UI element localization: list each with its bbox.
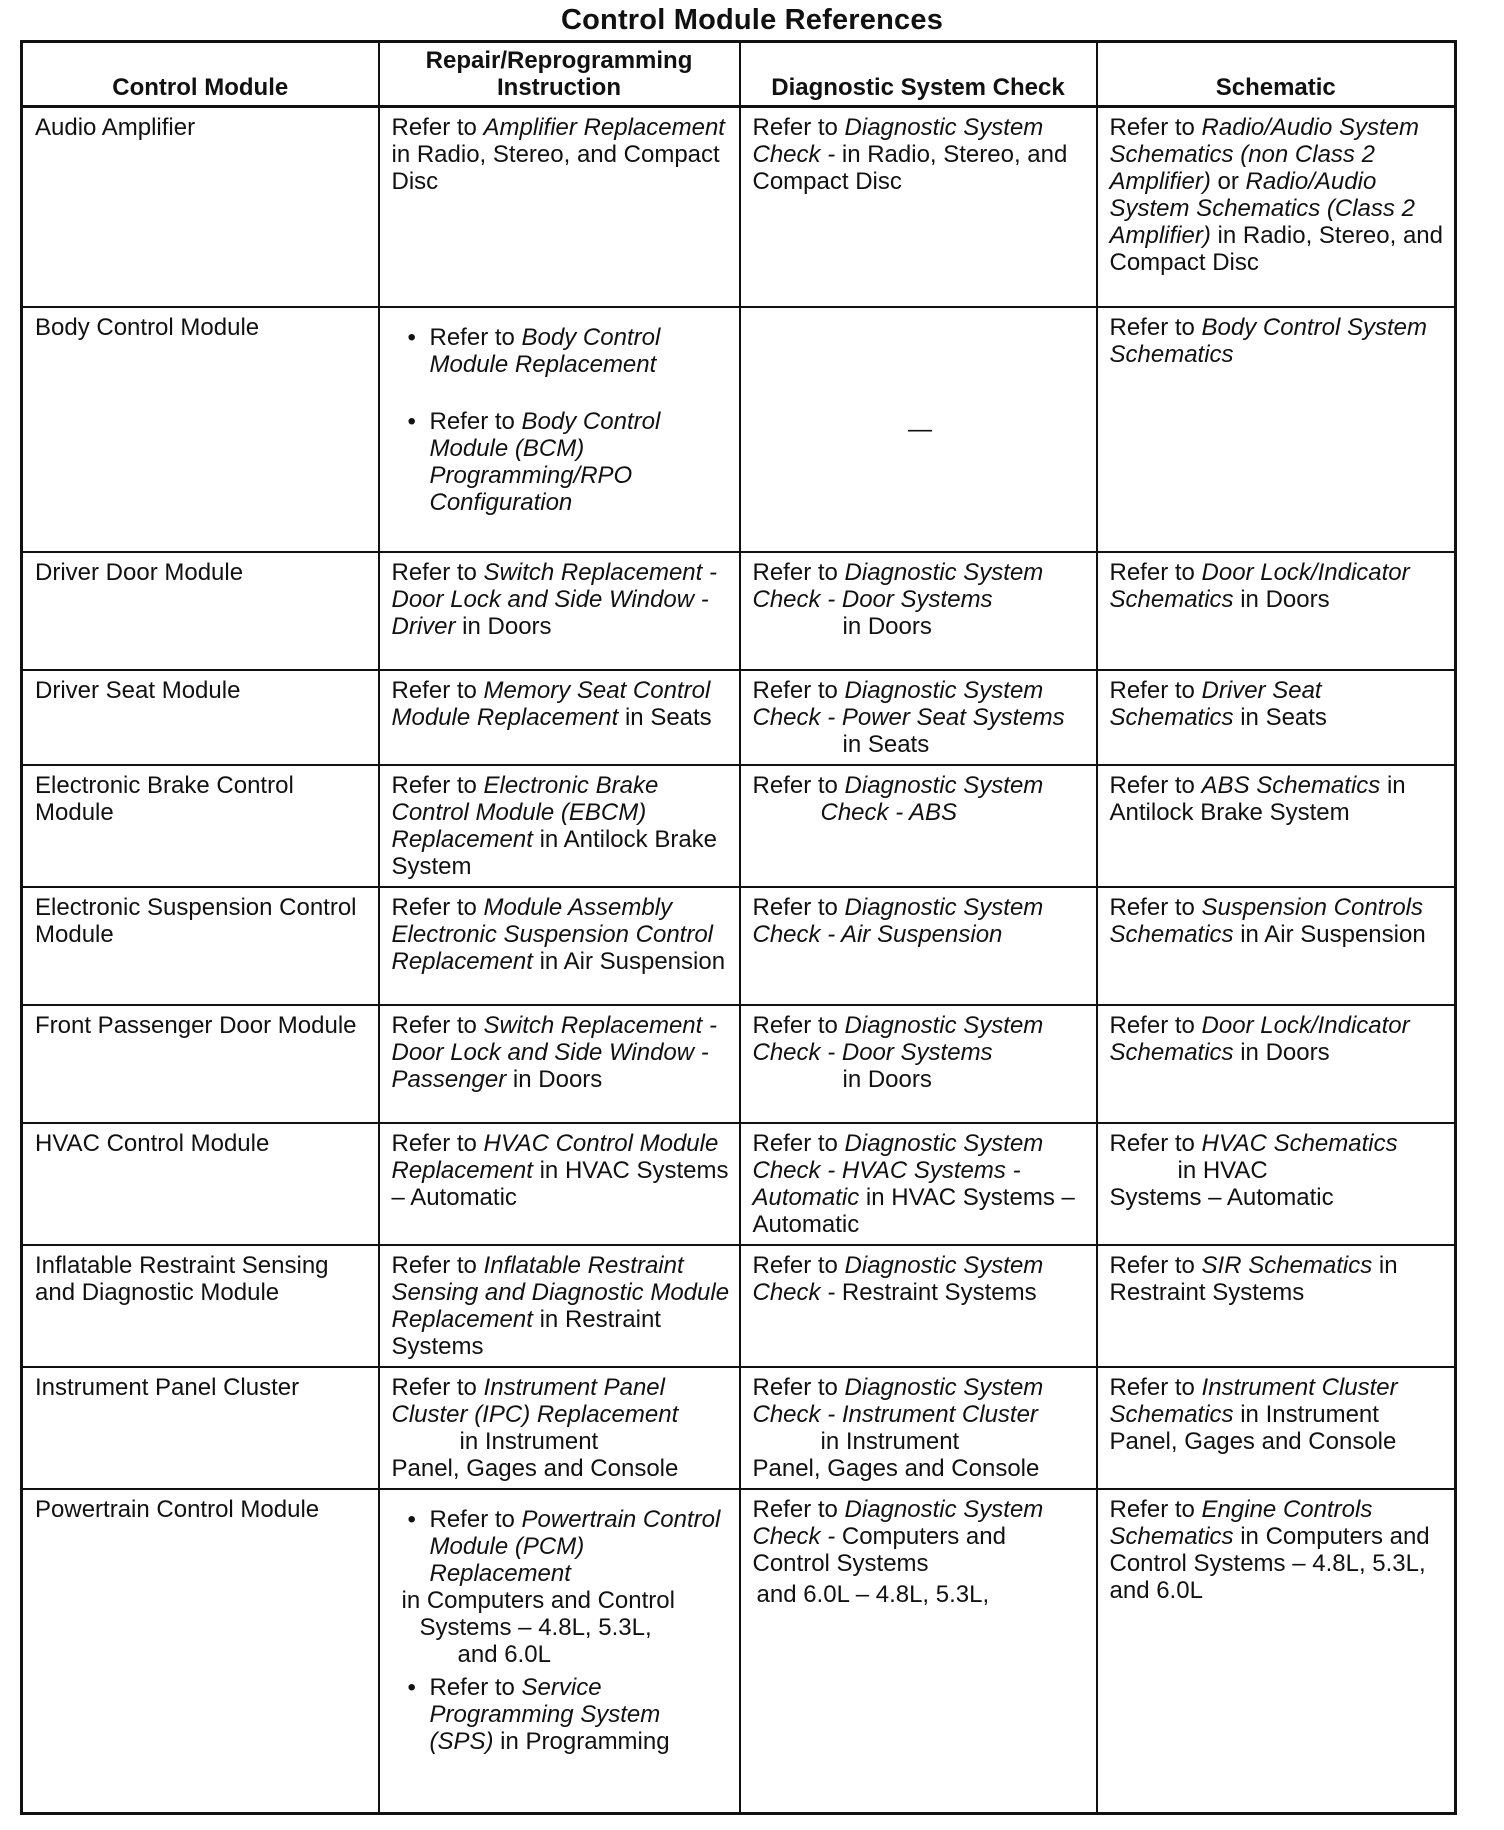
bullet-item: • Refer to Body Control Module (BCM) Programming/RPO Configuration [392,408,731,516]
cell-schematic: Refer to ABS Schematics in Antilock Brake System [1097,765,1456,887]
cell-module: Inflatable Restraint Sensing and Diagnostic Module [22,1245,379,1367]
bullet-item: • Refer to Powertrain Control Module (PCM) Replacement [392,1506,731,1587]
cell-schematic: Refer to Door Lock/Indicator Schematics in Doors [1097,1005,1456,1123]
header-control-module: Control Module [22,42,379,107]
table-row [22,670,1456,765]
cell-repair: Refer to Amplifier Replacement in Radio, Stereo, and Compact Disc [379,107,740,307]
cell-repair: Refer to HVAC Control Module Replacement in HVAC Systems – Automatic [379,1123,740,1245]
cell-schematic: Refer to Body Control System Schematics [1097,307,1456,552]
cell-schematic: Refer to SIR Schematics in Restraint Systems [1097,1245,1456,1367]
reference-link: Radio/Audio System Schematics (Class 2 Amplifier) [1109,168,1415,249]
cell-schematic: Refer to Instrument Cluster Schematics in Instrument Panel, Gages and Console [1097,1367,1456,1489]
reference-link: Diagnostic System Check - [752,114,1044,168]
cell-module: Driver Seat Module [22,670,379,765]
cell-module: Body Control Module [22,307,379,552]
cell-diagnostic: Refer to Diagnostic System Check - Restraint Systems [740,1245,1097,1367]
cell-module: HVAC Control Module [22,1123,379,1245]
header-diagnostic-check: Diagnostic System Check [740,42,1097,107]
cell-schematic: Refer to Driver Seat Schematics in Seats [1097,670,1456,765]
cell-module: Front Passenger Door Module [22,1005,379,1123]
table-row [22,1005,1456,1123]
cell-diagnostic: Refer to Diagnostic System Check - Power Seat Systems in Seats [740,670,1097,765]
cell-diagnostic: Refer to Diagnostic System Check - HVAC Systems - Automatic in HVAC Systems – Automatic [740,1123,1097,1245]
cell-module: Electronic Brake Control Module [22,765,379,887]
table-row [22,1245,1456,1367]
cell-diagnostic: Refer to Diagnostic System Check - Instrument Cluster in Instrument Panel, Gages and Console [740,1367,1097,1489]
table-row [22,887,1456,1005]
cell-repair: Refer to Switch Replacement - Door Lock and Side Window - Passenger in Doors [379,1005,740,1123]
table-row [22,552,1456,670]
cell-schematic: Refer to Suspension Controls Schematics in Air Suspension [1097,887,1456,1005]
header-repair-instruction: Repair/Reprogramming Instruction [379,42,740,107]
cell-schematic: Refer to Door Lock/Indicator Schematics in Doors [1097,552,1456,670]
cell-repair: Refer to Instrument Panel Cluster (IPC) Replacement in Instrument Panel, Gages and Console [379,1367,740,1489]
cell-repair: Refer to Memory Seat Control Module Replacement in Seats [379,670,740,765]
cell-module: Audio Amplifier [22,107,379,307]
control-module-references-table [20,40,1457,1815]
table-row [22,1489,1456,1814]
cell-diagnostic: Refer to Diagnostic System Check - Air Suspension [740,887,1097,1005]
bullet-item: • Refer to Service Programming System (SPS) in Programming [392,1674,731,1755]
cell-repair: Refer to Electronic Brake Control Module (EBCM) Replacement in Antilock Brake System [379,765,740,887]
cell-diagnostic: Refer to Diagnostic System Check - Door Systems in Doors [740,552,1097,670]
cell-repair: • Refer to Powertrain Control Module (PCM) Replacement in Computers and Control Systems – 4.8L, 5.3L, and 6.0L • Refer to Service Programming System (SPS) in Programming [379,1489,740,1814]
cell-schematic: Refer to Radio/Audio System Schematics (non Class 2 Amplifier) or Radio/Audio System Schematics (Class 2 Amplifier) in Radio, Stereo, and Compact Disc [1097,107,1456,307]
cell-module: Electronic Suspension Control Module [22,887,379,1005]
table-row [22,107,1456,307]
table-row [22,307,1456,552]
cell-diagnostic: Refer to Diagnostic System Check - Door Systems in Doors [740,1005,1097,1123]
cell-diagnostic: — [740,307,1097,552]
bullet-item: • Refer to Body Control Module Replacement [392,324,731,378]
cell-repair: Refer to Inflatable Restraint Sensing and Diagnostic Module Replacement in Restraint Systems [379,1245,740,1367]
header-row [22,42,1456,107]
cell-schematic: Refer to HVAC Schematics in HVAC Systems – Automatic [1097,1123,1456,1245]
table-row [22,1367,1456,1489]
reference-link: Amplifier Replacement [483,114,725,141]
header-schematic: Schematic [1097,42,1456,107]
cell-diagnostic: Refer to Diagnostic System Check - ABS [740,765,1097,887]
cell-diagnostic: Refer to Diagnostic System Check - Computers and Control Systems and 6.0L – 4.8L, 5.3L, [740,1489,1097,1814]
cell-repair: Refer to Module Assembly Electronic Suspension Control Replacement in Air Suspension [379,887,740,1005]
table-row [22,765,1456,887]
reference-link: Radio/Audio System Schematics (non Class 2 Amplifier) [1109,114,1419,195]
table-row [22,1123,1456,1245]
cell-diagnostic: Refer to Diagnostic System Check - in Radio, Stereo, and Compact Disc [740,107,1097,307]
page-title: Control Module References [560,4,944,36]
cell-module: Instrument Panel Cluster [22,1367,379,1489]
cell-repair [379,307,740,552]
cell-schematic: Refer to Engine Controls Schematics in Computers and Control Systems – 4.8L, 5.3L, and 6.0L [1097,1489,1456,1814]
cell-repair: Refer to Switch Replacement - Door Lock and Side Window - Driver in Doors [379,552,740,670]
cell-module: Powertrain Control Module [22,1489,379,1814]
cell-module: Driver Door Module [22,552,379,670]
